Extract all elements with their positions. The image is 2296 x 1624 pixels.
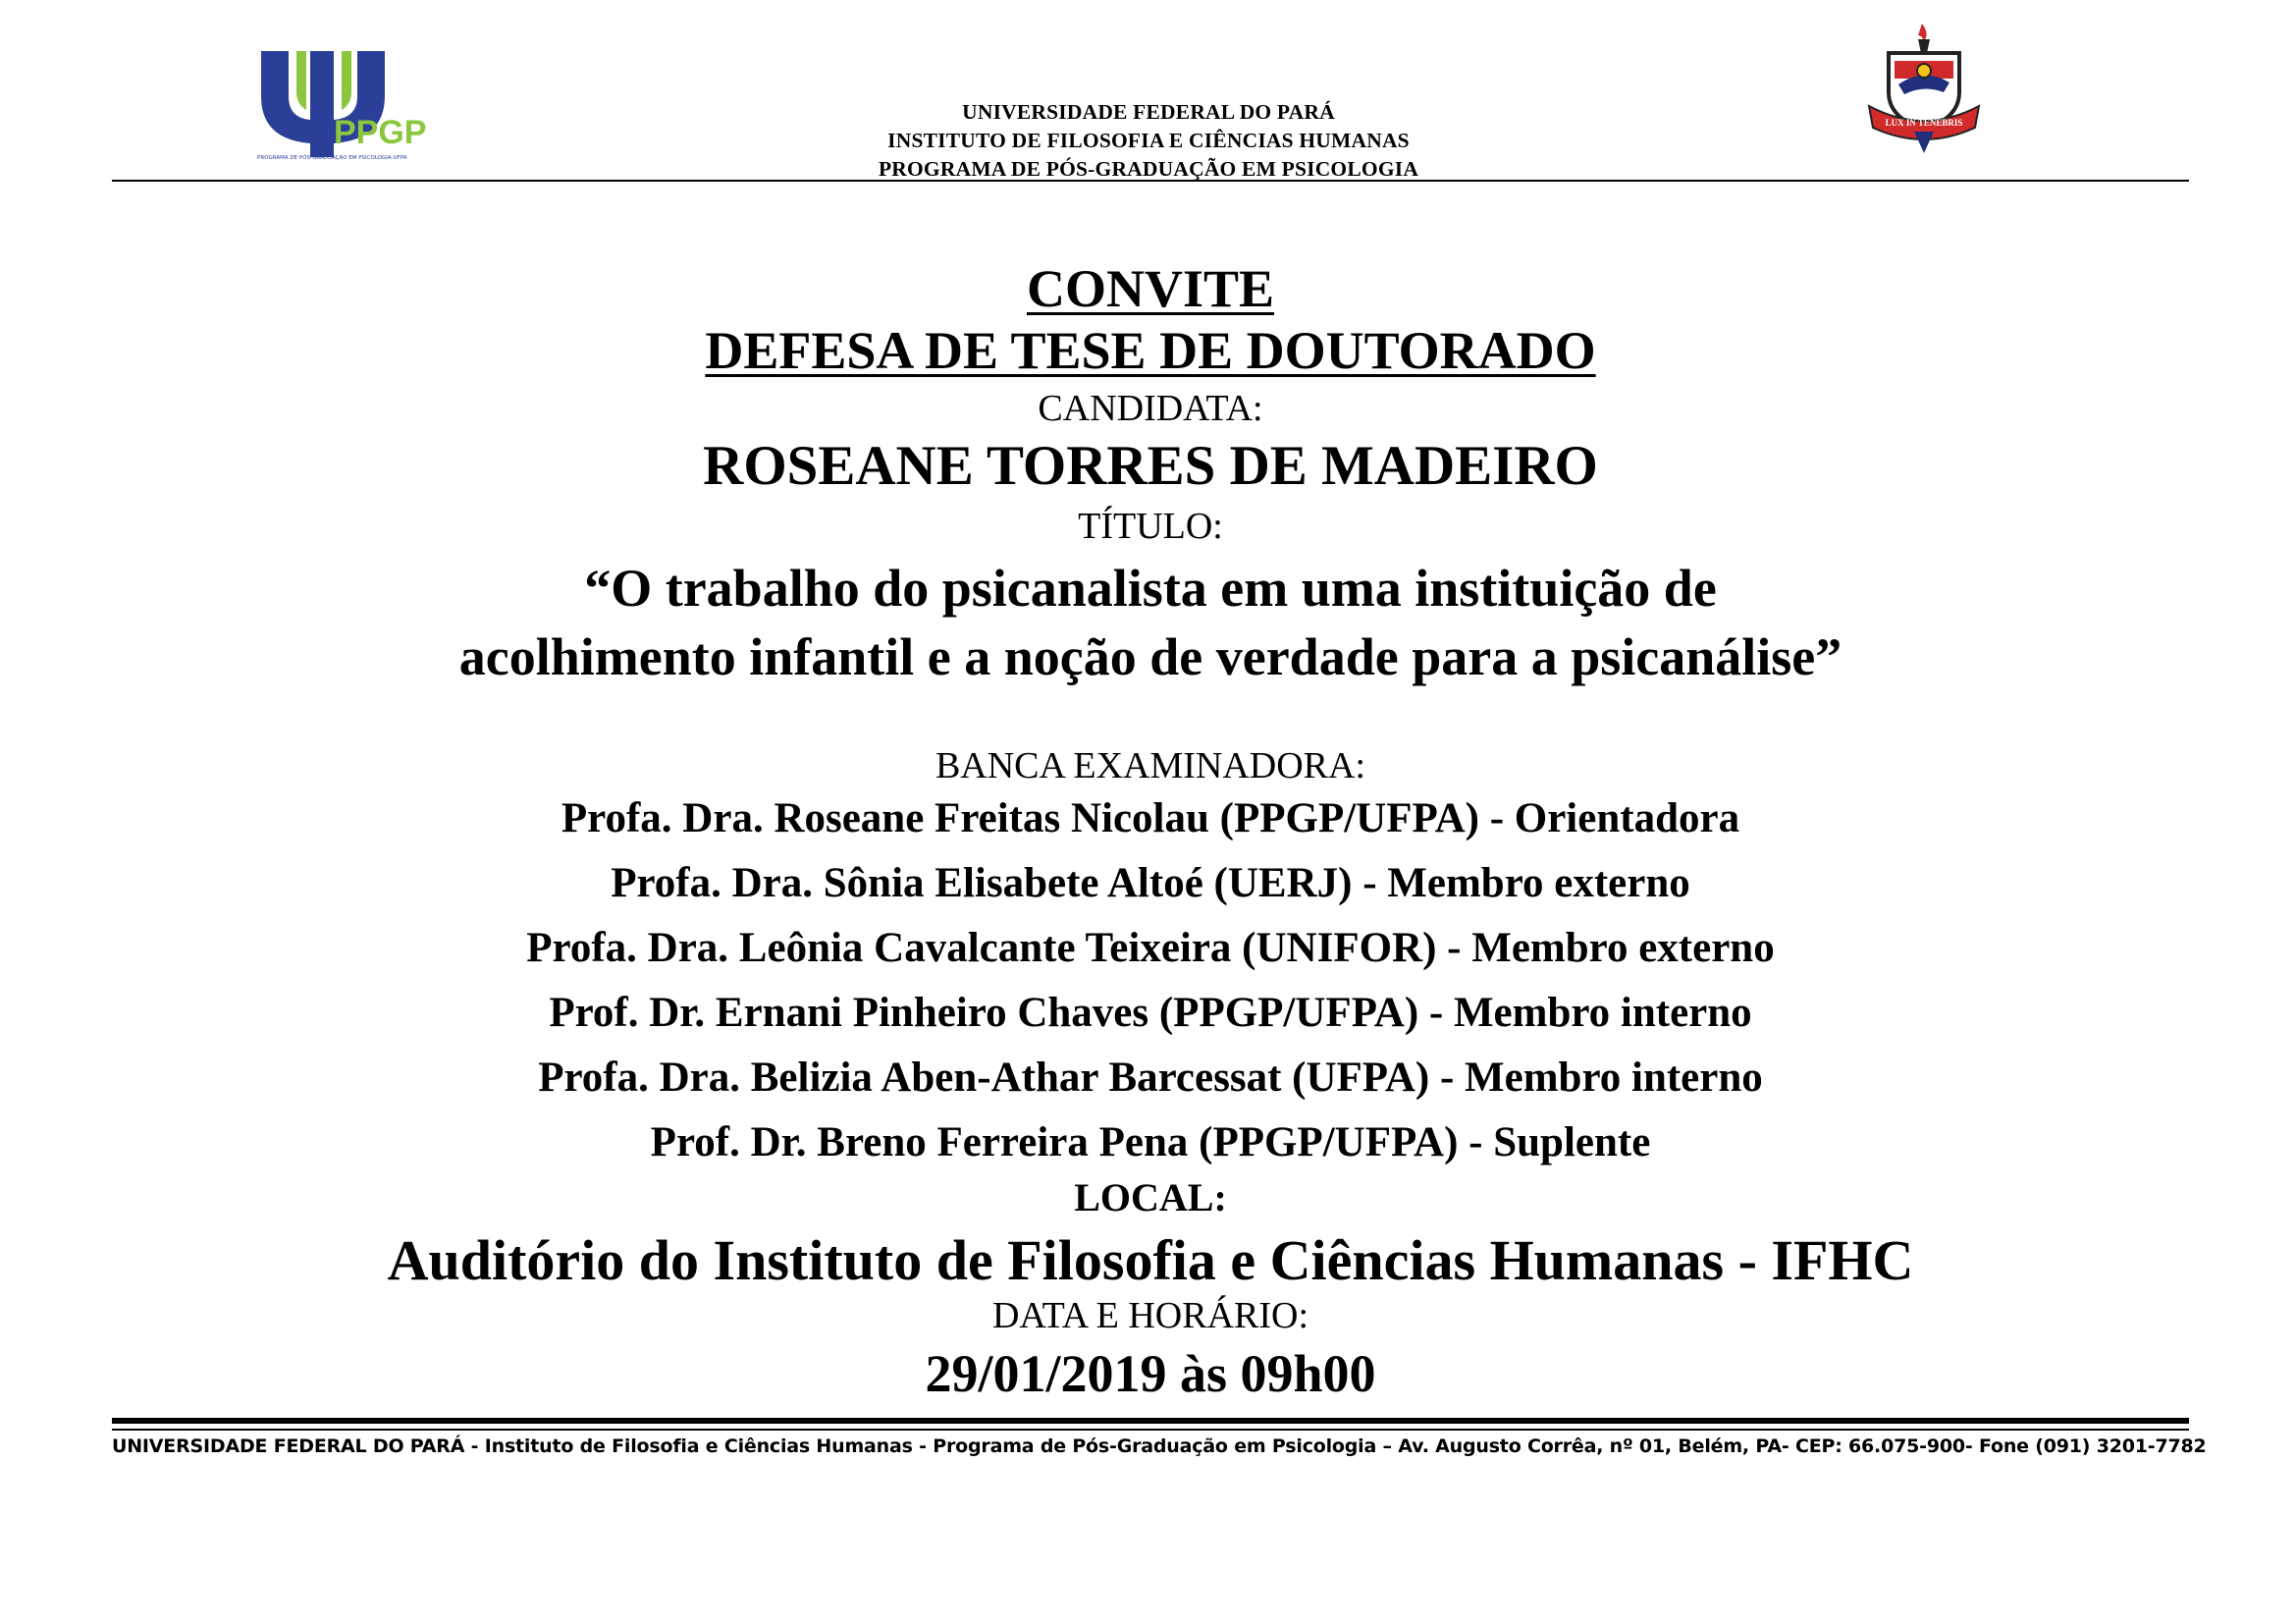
logo-tagline: PROGRAMA DE PÓS-GRADUAÇÃO EM PSICOLOGIA-UFPA	[257, 155, 407, 161]
location-label: LOCAL:	[1074, 1175, 1227, 1219]
footer-divider-thick	[112, 1418, 2189, 1424]
committee-member: Profa. Dra. Sônia Elisabete Altoé (UERJ) - Membro externo	[611, 860, 1690, 906]
location: Auditório do Instituto de Filosofia e Ciências Humanas - IFHC	[387, 1228, 1914, 1292]
committee-member: Profa. Dra. Leônia Cavalcante Teixeira (UNIFOR) - Membro externo	[526, 925, 1775, 971]
committee-member: Profa. Dra. Roseane Freitas Nicolau (PPGP/UFPA) - Orientadora	[561, 795, 1740, 841]
ppgp-psi-logo-icon	[257, 47, 427, 171]
committee-member: Prof. Dr. Ernani Pinheiro Chaves (PPGP/UFPA) - Membro interno	[549, 990, 1752, 1036]
candidate-label: CANDIDATA:	[1038, 388, 1263, 429]
program-name: PROGRAMA DE PÓS-GRADUAÇÃO EM PSICOLOGIA	[878, 157, 1419, 181]
committee-label: BANCA EXAMINADORA:	[934, 745, 1366, 786]
committee-member: Profa. Dra. Belizia Aben-Athar Barcessat (UFPA) - Membro interno	[538, 1055, 1763, 1101]
datetime-label: DATA E HORÁRIO:	[991, 1295, 1309, 1336]
committee-list	[112, 786, 2189, 1175]
committee-member: Prof. Dr. Breno Ferreira Pena (PPGP/UFPA) - Suplente	[650, 1119, 1651, 1165]
invitation-subheading: DEFESA DE TESE DE DOUTORADO	[705, 321, 1596, 380]
title-label: TÍTULO:	[1078, 506, 1223, 547]
ufpa-crest-icon	[1865, 22, 1983, 157]
invitation-heading: CONVITE	[1026, 259, 1275, 318]
datetime: 29/01/2019 às 09h00	[925, 1344, 1376, 1403]
crest-banner-text: LUX IN TENEBRIS	[1885, 118, 1963, 128]
candidate-name: ROSEANE TORRES DE MADEIRO	[703, 435, 1598, 497]
ppgp-logo	[257, 47, 427, 171]
institute-name: INSTITUTO DE FILOSOFIA E CIÊNCIAS HUMANAS	[887, 129, 1410, 152]
footer-address: UNIVERSIDADE FEDERAL DO PARÁ - Instituto de Filosofia e Ciências Humanas - Programa de Pós-Graduação em Psicologia – Av. Augusto Corrêa, nº 01, Belém, PA- CEP: 66.075-900- Fone (091) 3201-7782	[112, 1435, 2207, 1457]
ufpa-crest	[1865, 22, 1983, 157]
header-divider	[112, 180, 2189, 182]
footer-divider-thin	[112, 1429, 2189, 1431]
thesis-title-line-1: “O trabalho do psicanalista em uma instituição de	[584, 559, 1717, 618]
university-name: UNIVERSIDADE FEDERAL DO PARÁ	[962, 100, 1335, 124]
svg-text:PPGP: PPGP	[334, 114, 427, 151]
institution-header	[746, 98, 1551, 184]
thesis-title-line-2: acolhimento infantil e a noção de verdade para a psicanálise”	[458, 627, 1842, 686]
